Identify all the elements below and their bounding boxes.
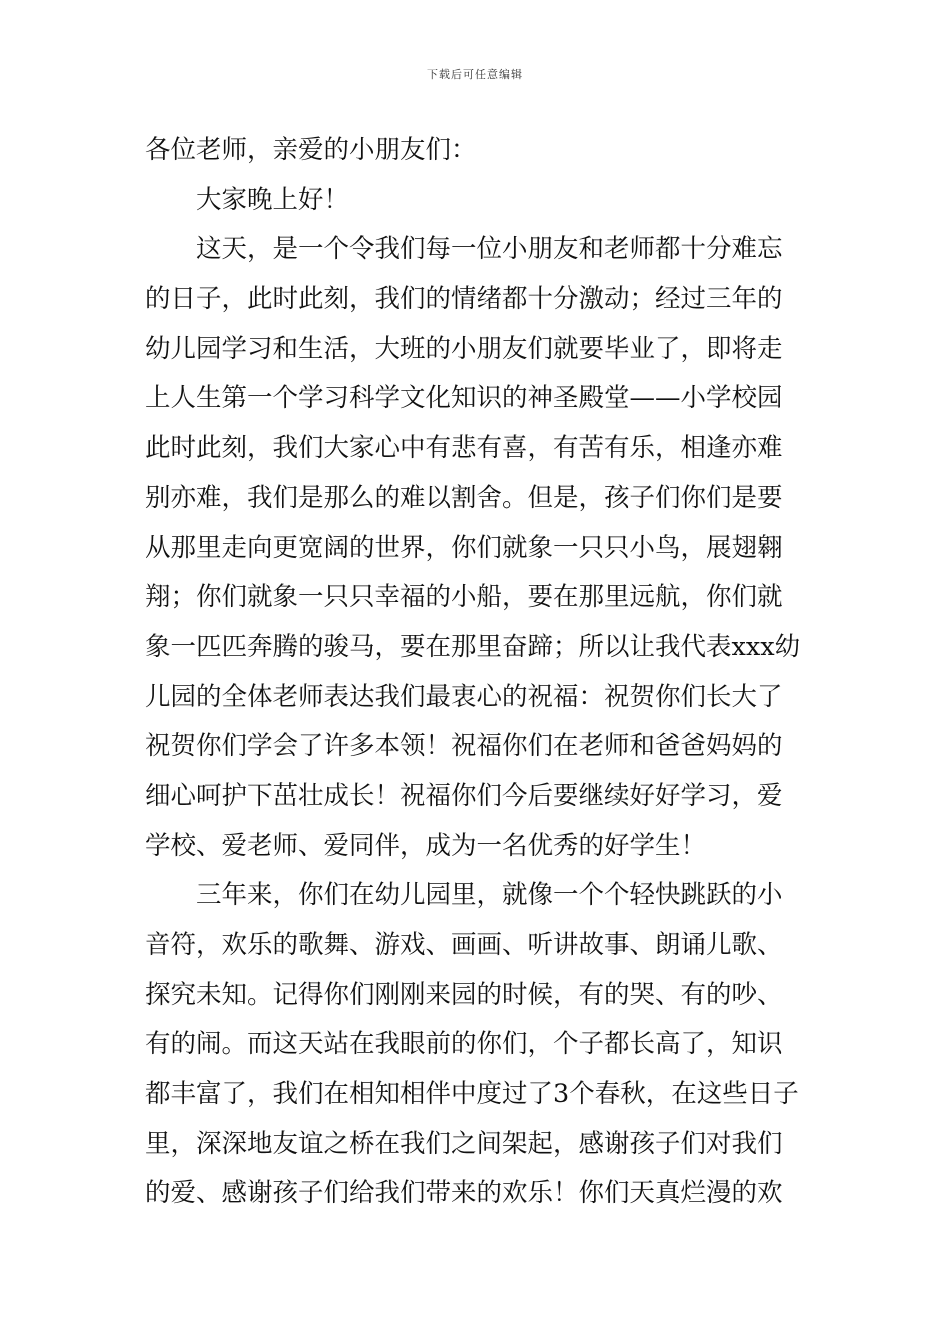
text-line: 此时此刻，我们大家心中有悲有喜，有苦有乐，相逢亦难	[145, 433, 783, 464]
text-line: 有的闹。而这天站在我眼前的你们，个子都长高了，知识	[145, 1029, 783, 1060]
text-line-salutation: 各位老师，亲爱的小朋友们：	[145, 135, 477, 165]
text-line: 的日子，此时此刻，我们的情绪都十分激动；经过三年的	[145, 284, 783, 315]
text-line: 里，深深地友谊之桥在我们之间架起，感谢孩子们对我们	[145, 1128, 783, 1159]
text-line: 翔；你们就象一只只幸福的小船，要在那里远航，你们就	[145, 582, 783, 613]
document-body	[145, 126, 810, 1219]
text-line: 从那里走向更宽阔的世界，你们就象一只只小鸟，展翅翱	[145, 532, 783, 563]
text-line: 别亦难，我们是那么的难以割舍。但是，孩子们你们是要	[145, 482, 783, 513]
text-line: 幼儿园学习和生活，大班的小朋友们就要毕业了，即将走	[145, 333, 783, 364]
text-line: 儿园的全体老师表达我们最衷心的祝福：祝贺你们长大了	[145, 681, 783, 712]
text-line: 探究未知。记得你们刚刚来园的时候，有的哭、有的吵、	[145, 979, 783, 1010]
text-line: 细心呵护下茁壮成长！祝福你们今后要继续好好学习，爱	[145, 780, 783, 811]
page-header-note: 下载后可任意编辑	[427, 68, 523, 81]
text-line: 音符，欢乐的歌舞、游戏、画画、听讲故事、朗诵儿歌、	[145, 930, 783, 960]
text-line: 上人生第一个学习科学文化知识的神圣殿堂——小学校园	[145, 383, 783, 414]
text-line: 的爱、感谢孩子们给我们带来的欢乐！你们天真烂漫的欢	[145, 1178, 783, 1209]
text-line: 都丰富了，我们在相知相伴中度过了3个春秋，在这些日子	[145, 1079, 799, 1110]
text-line: 祝贺你们学会了许多本领！祝福你们在老师和爸爸妈妈的	[145, 731, 783, 762]
text-line: 三年来，你们在幼儿园里，就像一个个轻快跳跃的小	[196, 880, 783, 911]
text-line: 象一匹匹奔腾的骏马，要在那里奋蹄；所以让我代表xxx幼	[145, 631, 801, 662]
text-line: 学校、爱老师、爱同伴，成为一名优秀的好学生！	[145, 830, 707, 861]
text-line: 这天，是一个令我们每一位小朋友和老师都十分难忘	[196, 234, 783, 265]
text-line-greeting: 大家晚上好！	[196, 184, 350, 215]
